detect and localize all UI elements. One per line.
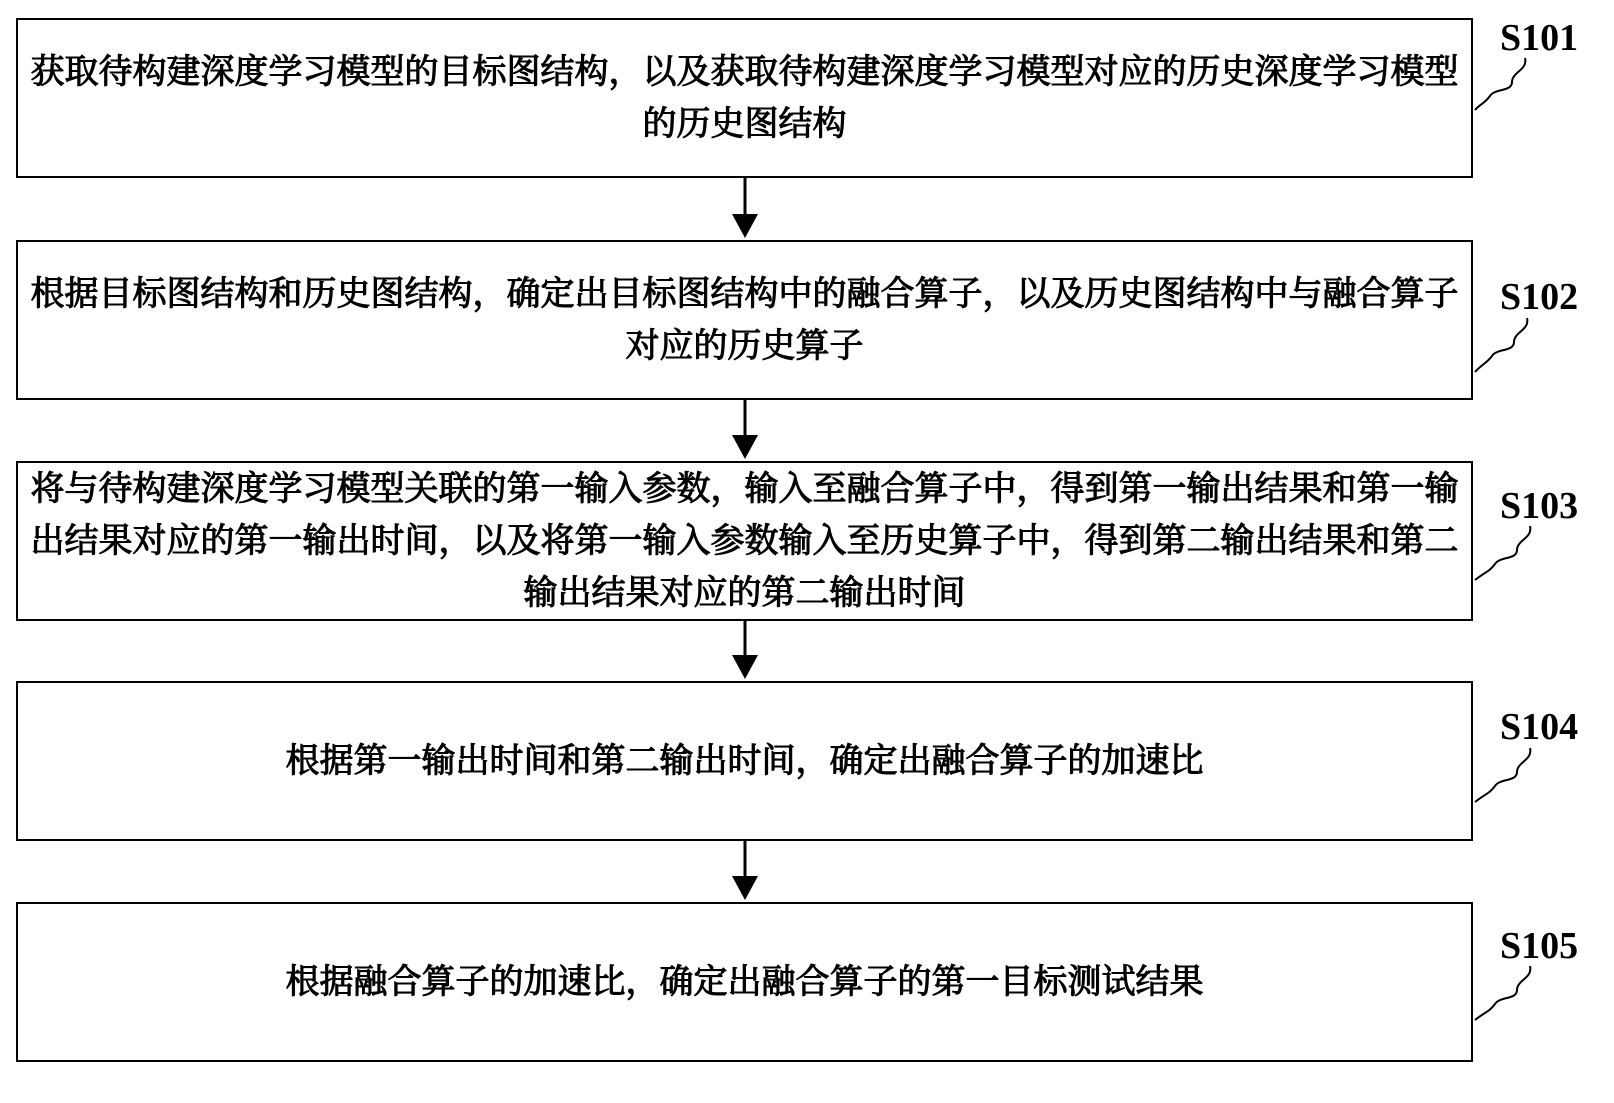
step-box-s105 [16,902,1473,1062]
leader-s104 [1475,748,1530,802]
step-label-s105: S105 [1500,925,1579,967]
step-box-s101 [16,18,1473,178]
leader-s105 [1475,966,1530,1020]
step-label-s102: S102 [1500,276,1579,318]
step-box-s102 [16,240,1473,400]
step-text-s105: 根据融合算子的加速比，确定出融合算子的第一目标测试结果 [285,962,1204,1002]
arrow-s104-s105 [732,841,758,900]
step-text-s102: 根据目标图结构和历史图结构，确定出目标图结构中的融合算子，以及历史图结构中与融合算子对应的历史算子 [30,274,1459,366]
arrow-s103-s104 [732,621,758,679]
arrow-s101-s102 [732,178,758,238]
step-box-s104 [16,681,1473,841]
step-text-s101: 获取待构建深度学习模型的目标图结构，以及获取待构建深度学习模型对应的历史深度学习模型的历史图结构 [30,52,1459,144]
step-text-s104: 根据第一输出时间和第二输出时间，确定出融合算子的加速比 [285,741,1204,781]
arrow-s102-s103 [732,400,758,459]
step-label-s101: S101 [1500,17,1579,59]
step-text-s103: 将与待构建深度学习模型关联的第一输入参数，输入至融合算子中，得到第一输出结果和第一输出结果对应的第一输出时间，以及将第一输入参数输入至历史算子中，得到第二输出结果和第二输出结果对应的第二输出时间 [30,469,1459,613]
leader-s102 [1475,318,1527,372]
leader-s101 [1475,58,1525,110]
step-box-s103 [16,461,1473,621]
step-label-s103: S103 [1500,485,1579,527]
step-label-s104: S104 [1500,706,1579,748]
leader-s103 [1475,526,1530,580]
